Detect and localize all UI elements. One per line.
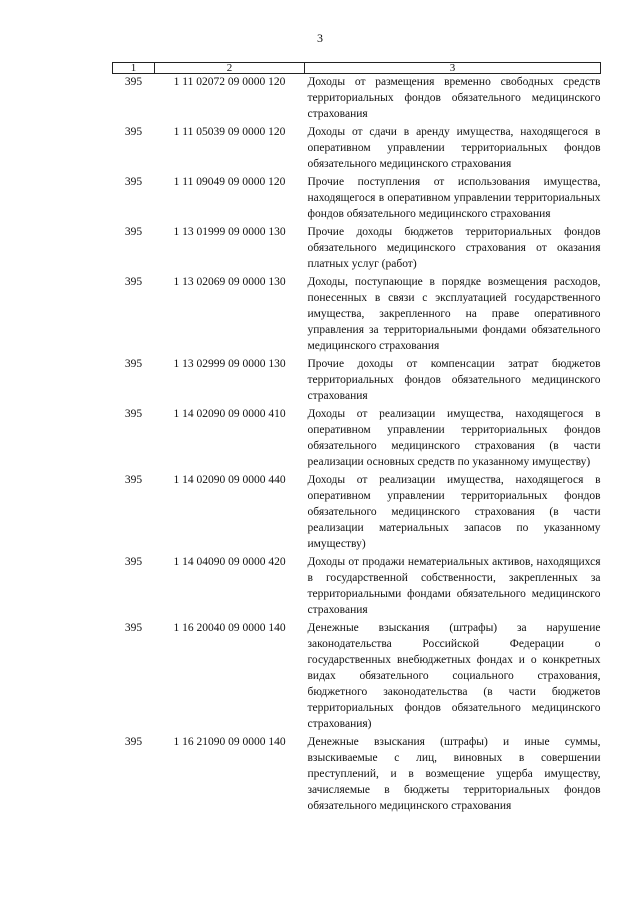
table-row: [113, 472, 601, 554]
revenue-name-cell: [305, 224, 601, 274]
revenue-name-cell: [305, 472, 601, 554]
revenue-code-cell: [155, 356, 305, 406]
revenue-name-cell-text: Денежные взыскания (штрафы) и иные суммы, взыскиваемые с лиц, виновных в совершении преступлений, и в возмещение ущерба имуществу, зачисляемые в бюджеты территориальных фондов обязательного медицинского страхования: [307, 736, 601, 812]
admin-code-cell: [113, 124, 155, 174]
admin-code-cell: [113, 734, 155, 816]
admin-code-cell: [113, 274, 155, 356]
revenue-name-cell: [305, 274, 601, 356]
revenue-code-cell: [155, 734, 305, 816]
revenue-code-cell-text: 1 13 01999 09 0000 130: [173, 226, 286, 238]
revenue-code-cell-text: 1 11 02072 09 0000 120: [173, 76, 286, 88]
revenue-name-cell-text: Прочие доходы бюджетов территориальных фондов обязательного медицинского страхования от оказания платных услуг (работ): [307, 226, 601, 270]
revenue-code-cell-text: 1 13 02999 09 0000 130: [173, 358, 286, 370]
revenue-name-cell: [305, 406, 601, 472]
column-header-3: 3: [305, 63, 601, 74]
revenue-code-cell-text: 1 14 04090 09 0000 420: [173, 556, 286, 568]
table-row: [113, 356, 601, 406]
admin-code-cell-text: 395: [124, 226, 143, 238]
revenue-name-cell-text: Доходы от продажи нематериальных активов, находящихся в государственной собственности, закрепленных за территориальными фондами обязательного медицинского страхования: [307, 556, 601, 616]
admin-code-cell-text: 395: [124, 474, 143, 486]
table-row: [113, 174, 601, 224]
revenue-name-cell: [305, 620, 601, 734]
table-row: [113, 124, 601, 174]
revenue-name-cell-text: Доходы от реализации имущества, находящегося в оперативном управлении территориальных фондов обязательного медицинского страхования (в части реализации материальных запасов по указанному имуществу): [307, 474, 601, 550]
revenue-name-cell-text: Прочие поступления от использования имущества, находящегося в оперативном управлении территориальных фондов обязательного медицинского страхования: [307, 176, 601, 220]
revenue-code-cell: [155, 224, 305, 274]
revenue-name-cell: [305, 124, 601, 174]
revenue-code-cell-text: 1 11 05039 09 0000 120: [173, 126, 286, 138]
admin-code-cell: [113, 554, 155, 620]
column-header-2: 2: [155, 63, 305, 74]
page-number: 3: [317, 31, 323, 45]
revenue-code-cell-text: 1 14 02090 09 0000 410: [173, 408, 286, 420]
revenue-code-cell-text: 1 11 09049 09 0000 120: [173, 176, 286, 188]
admin-code-cell-text: 395: [124, 76, 143, 88]
revenue-code-cell-text: 1 13 02069 09 0000 130: [173, 276, 286, 288]
revenue-code-cell-text: 1 16 20040 09 0000 140: [173, 622, 286, 634]
column-header-1: 1: [113, 63, 155, 74]
admin-code-cell: [113, 174, 155, 224]
revenue-code-cell-text: 1 14 02090 09 0000 440: [173, 474, 286, 486]
admin-code-cell-text: 395: [124, 358, 143, 370]
revenue-code-cell: [155, 554, 305, 620]
revenue-name-cell-text: Доходы от реализации имущества, находящегося в оперативном управлении территориальных фондов обязательного медицинского страхования (в части реализации основных средств по указанному имуществу): [307, 408, 601, 468]
admin-code-cell: [113, 224, 155, 274]
admin-code-cell: [113, 356, 155, 406]
table-row: [113, 406, 601, 472]
revenue-code-cell-text: 1 16 21090 09 0000 140: [173, 736, 286, 748]
revenue-name-cell-text: Доходы от сдачи в аренду имущества, находящегося в оперативном управлении территориальных фондов обязательного медицинского страхования: [307, 126, 601, 170]
table-row: [113, 74, 601, 125]
admin-code-cell: [113, 472, 155, 554]
admin-code-cell-text: 395: [124, 126, 143, 138]
revenue-name-cell-text: Денежные взыскания (штрафы) за нарушение законодательства Российской Федерации о государственных внебюджетных фондах и о конкретных видах обязательного социального страхования, бюджетного законодательства (в части бюджетов территориальных фондов обязательного медицинского страхования): [307, 622, 601, 730]
table-row: [113, 224, 601, 274]
admin-code-cell-text: 395: [124, 276, 143, 288]
revenue-name-cell: [305, 74, 601, 125]
revenue-code-cell: [155, 620, 305, 734]
table-body: [113, 74, 601, 817]
revenue-name-cell-text: Доходы, поступающие в порядке возмещения расходов, понесенных в связи с эксплуатацией государственного имущества, закрепленного на праве оперативного управления за территориальными фондами обязательного медицинского страхования: [307, 276, 601, 352]
table-row: [113, 734, 601, 816]
revenue-name-cell: [305, 174, 601, 224]
admin-code-cell: [113, 74, 155, 125]
revenue-name-cell: [305, 554, 601, 620]
revenue-code-cell: [155, 74, 305, 125]
revenue-name-cell: [305, 356, 601, 406]
admin-code-cell-text: 395: [124, 622, 143, 634]
admin-code-cell-text: 395: [124, 176, 143, 188]
admin-code-cell-text: 395: [124, 556, 143, 568]
revenue-codes-table: [112, 62, 601, 816]
admin-code-cell: [113, 406, 155, 472]
revenue-code-cell: [155, 406, 305, 472]
admin-code-cell: [113, 620, 155, 734]
revenue-code-cell: [155, 124, 305, 174]
table-row: [113, 620, 601, 734]
revenue-code-cell: [155, 174, 305, 224]
revenue-name-cell-text: Прочие доходы от компенсации затрат бюджетов территориальных фондов обязательного медицинского страхования: [307, 358, 601, 402]
admin-code-cell-text: 395: [124, 408, 143, 420]
table-row: [113, 274, 601, 356]
revenue-name-cell: [305, 734, 601, 816]
revenue-name-cell-text: Доходы от размещения временно свободных средств территориальных фондов обязательного медицинского страхования: [307, 76, 601, 120]
revenue-code-cell: [155, 472, 305, 554]
table-header-row: [113, 63, 601, 74]
revenue-code-cell: [155, 274, 305, 356]
table-row: [113, 554, 601, 620]
admin-code-cell-text: 395: [124, 736, 143, 748]
